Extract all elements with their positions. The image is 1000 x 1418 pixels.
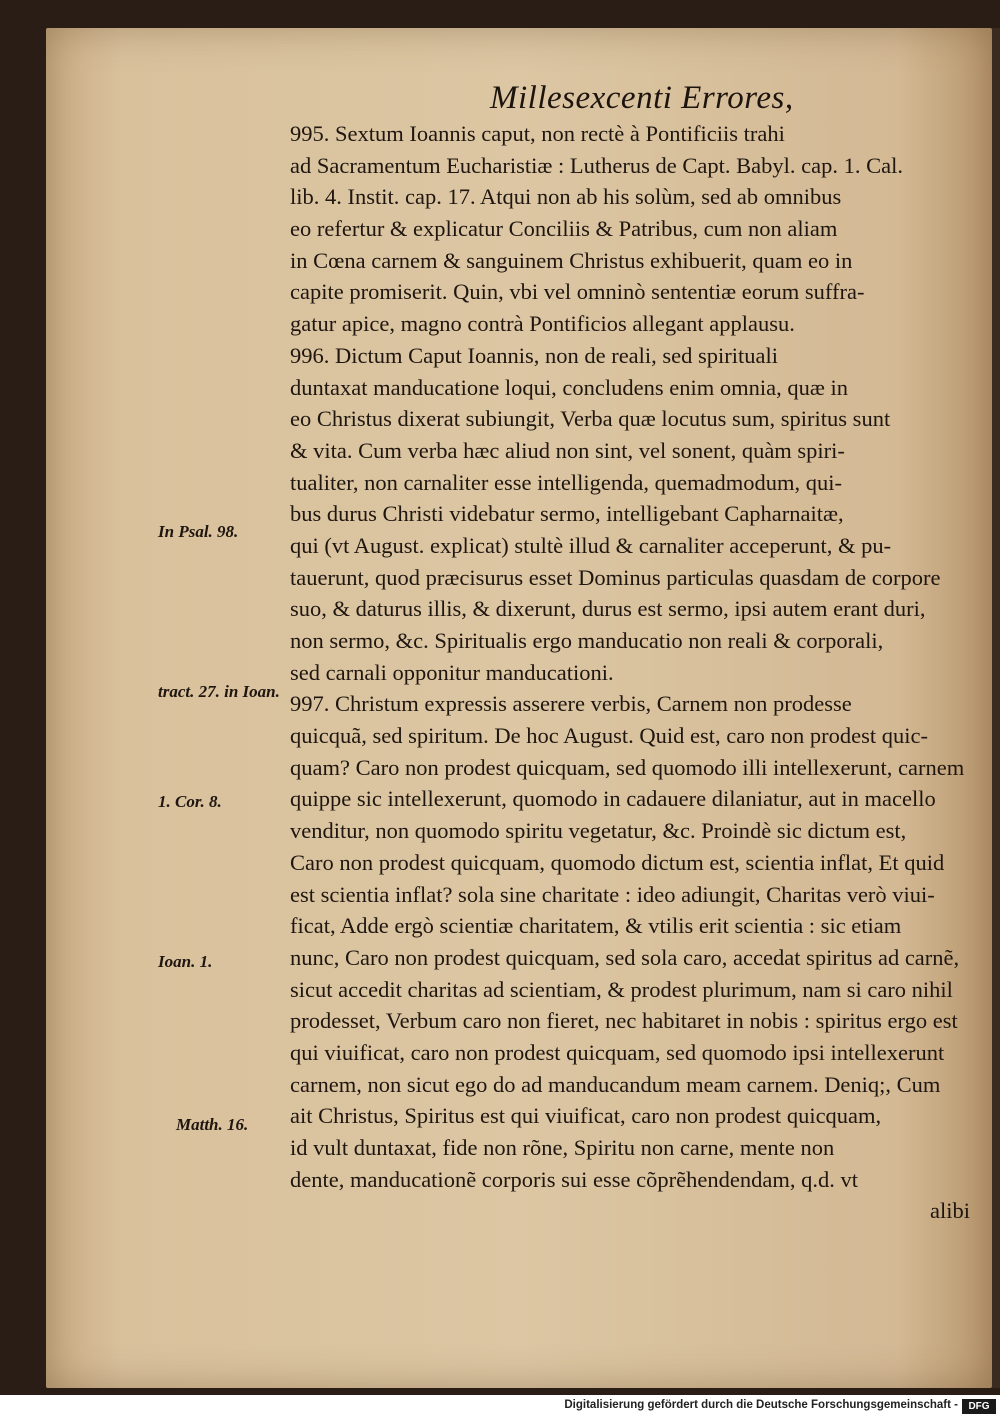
text-line: quippe sic intellexerunt, quomodo in cadauere dilaniatur, aut in macello <box>290 786 936 812</box>
text-line: ait Christus, Spiritus est qui viuificat, caro non prodest quicquam, <box>290 1103 882 1129</box>
dfg-logo: DFG <box>962 1399 996 1414</box>
text-line: gatur apice, magno contrà Pontificios allegant applausu. <box>290 311 795 337</box>
text-line: carnem, non sicut ego do ad manducandum meam carnem. Deniq;, Cum <box>290 1071 941 1097</box>
text-line: sicut accedit charitas ad scientiam, & prodest plurimum, nam si caro nihil <box>290 976 953 1002</box>
text-line: id vult duntaxat, fide non rõne, Spiritu non carne, mente non <box>290 1135 835 1160</box>
text-line: quam? Caro non prodest quicquam, sed quomodo illi intellexerunt, carnem <box>290 754 965 780</box>
margin-note: Matth. 16. <box>176 1115 249 1134</box>
text-line: Caro non prodest quicquam, quomodo dictum est, scientia inflat, Et quid <box>290 849 945 875</box>
margin-note: Ioan. 1. <box>158 952 213 971</box>
text-line: in Cœna carnem & sanguinem Christus exhibuerit, quam eo in <box>290 247 853 273</box>
text-line: ad Sacramentum Eucharistiæ : Lutherus de Capt. Babyl. cap. 1. Cal. <box>290 152 903 178</box>
text-line: tualiter, non carnaliter esse intelligenda, quemadmodum, qui- <box>290 469 843 495</box>
text-line: 997. Christum expressis asserere verbis, Carnem non prodesse <box>290 691 852 717</box>
text-line: nunc, Caro non prodest quicquam, sed sola caro, accedat spiritus ad carnẽ, <box>290 944 960 970</box>
page-edge <box>992 28 1000 1388</box>
text-line: bus durus Christi videbatur sermo, intelligebant Capharnaitæ, <box>290 501 844 527</box>
text-line: eo Christus dixerat subiungit, Verba quæ locutus sum, spiritus sunt <box>290 406 891 432</box>
margin-note: 1. Cor. 8. <box>158 792 222 811</box>
text-line: est scientia inflat? sola sine charitate : ideo adiungit, Charitas verò viui- <box>290 881 935 907</box>
margin-note: In Psal. 98. <box>158 522 239 541</box>
footer-credit: Digitalisierung gefördert durch die Deutsche Forschungsgemeinschaft - <box>564 1399 958 1411</box>
text-line: alibi <box>930 1198 970 1224</box>
text-line: & vita. Cum verba hæc aliud non sint, vel sonent, quàm spiri- <box>290 437 845 463</box>
text-line: dente, manducationẽ corporis sui esse cõprẽhendendam, q.d. vt <box>290 1166 858 1192</box>
text-line: 995. Sextum Ioannis caput, non rectè à Pontificiis trahi <box>290 121 785 146</box>
body-text <box>290 118 970 1227</box>
text-line: eo refertur & explicatur Conciliis & Patribus, cum non aliam <box>290 216 838 242</box>
margin-note: tract. 27. in Ioan. <box>158 682 280 701</box>
text-line: quicquã, sed spiritum. De hoc August. Quid est, caro non prodest quic- <box>290 723 929 749</box>
text-line: qui (vt August. explicat) stultè illud & carnaliter acceperunt, & pu- <box>290 532 892 558</box>
text-line: lib. 4. Instit. cap. 17. Atqui non ab his solùm, sed ab omnibus <box>290 184 842 210</box>
text-line: capite promiserit. Quin, vbi vel omninò sententiæ eorum suffra- <box>290 279 865 305</box>
text-line: 996. Dictum Caput Ioannis, non de reali, sed spirituali <box>290 342 779 368</box>
text-line: duntaxat manducatione loqui, concludens enim omnia, quæ in <box>290 374 849 400</box>
text-line: non sermo, &c. Spiritualis ergo manducatio non reali & corporali, <box>290 628 884 653</box>
text-line: venditur, non quomodo spiritu vegetatur, &c. Proindè sic dictum est, <box>290 818 907 844</box>
text-line: suo, & daturus illis, & dixerunt, durus est sermo, ipsi autem erant duri, <box>290 596 926 622</box>
footer-bar <box>0 1397 1000 1418</box>
text-line: qui viuificat, caro non prodest quicquam, sed quomodo ipsi intellexerunt <box>290 1039 945 1065</box>
text-line: ficat, Adde ergò scientiæ charitatem, & vtilis erit scientia : sic etiam <box>290 913 902 939</box>
text-line: sed carnali opponitur manducationi. <box>290 659 614 685</box>
text-line: prodesset, Verbum caro non fieret, nec habitaret in nobis : spiritus ergo est <box>290 1008 958 1034</box>
running-head: Millesexcenti Errores, <box>490 80 794 116</box>
text-line: tauerunt, quod præcisurus esset Dominus particulas quasdam de corpore <box>290 564 941 590</box>
